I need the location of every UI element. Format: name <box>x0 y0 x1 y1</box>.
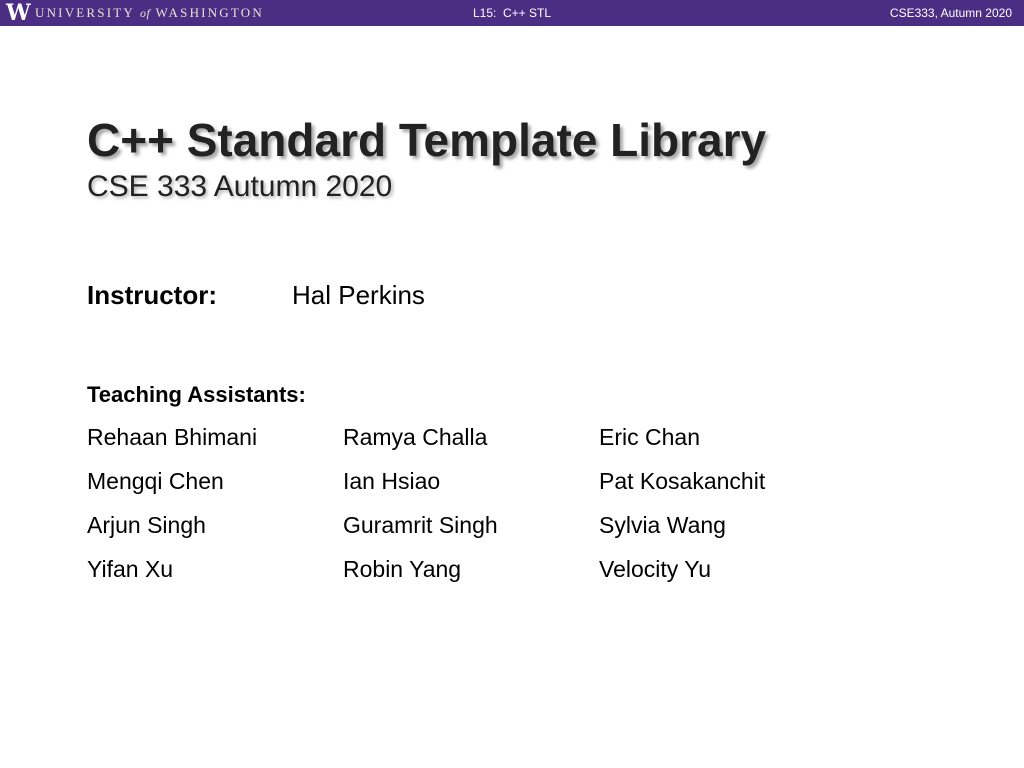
teaching-assistants-list <box>87 422 855 598</box>
uw-w-logo-icon: W <box>6 0 31 26</box>
ta-name: Ramya Challa <box>343 424 488 450</box>
wordmark-of: of <box>139 6 151 20</box>
slide-subtitle: CSE 333 Autumn 2020 <box>87 170 393 203</box>
ta-name: Sylvia Wang <box>599 512 726 538</box>
wordmark-university: UNIVERSITY <box>35 5 135 20</box>
ta-name: Rehaan Bhimani <box>87 424 258 450</box>
lecture-label: L15: C++ STL <box>472 6 552 20</box>
ta-name: Yifan Xu <box>87 556 174 582</box>
ta-name: Eric Chan <box>599 424 700 450</box>
header-bar <box>0 0 1024 26</box>
instructor-name: Hal Perkins <box>292 280 425 310</box>
instructor-label: Instructor: <box>87 280 217 310</box>
teaching-assistants-label: Teaching Assistants: <box>87 382 306 407</box>
ta-name: Arjun Singh <box>87 512 206 538</box>
ta-name: Robin Yang <box>343 556 462 582</box>
ta-name: Velocity Yu <box>599 556 712 582</box>
ta-name: Ian Hsiao <box>343 468 441 494</box>
ta-name: Pat Kosakanchit <box>599 468 766 494</box>
ta-name: Mengqi Chen <box>87 468 224 494</box>
slide-title: C++ Standard Template Library <box>87 114 767 166</box>
ta-name: Guramrit Singh <box>343 512 498 538</box>
course-label: CSE333, Autumn 2020 <box>889 6 1012 20</box>
wordmark-washington: WASHINGTON <box>155 5 264 20</box>
